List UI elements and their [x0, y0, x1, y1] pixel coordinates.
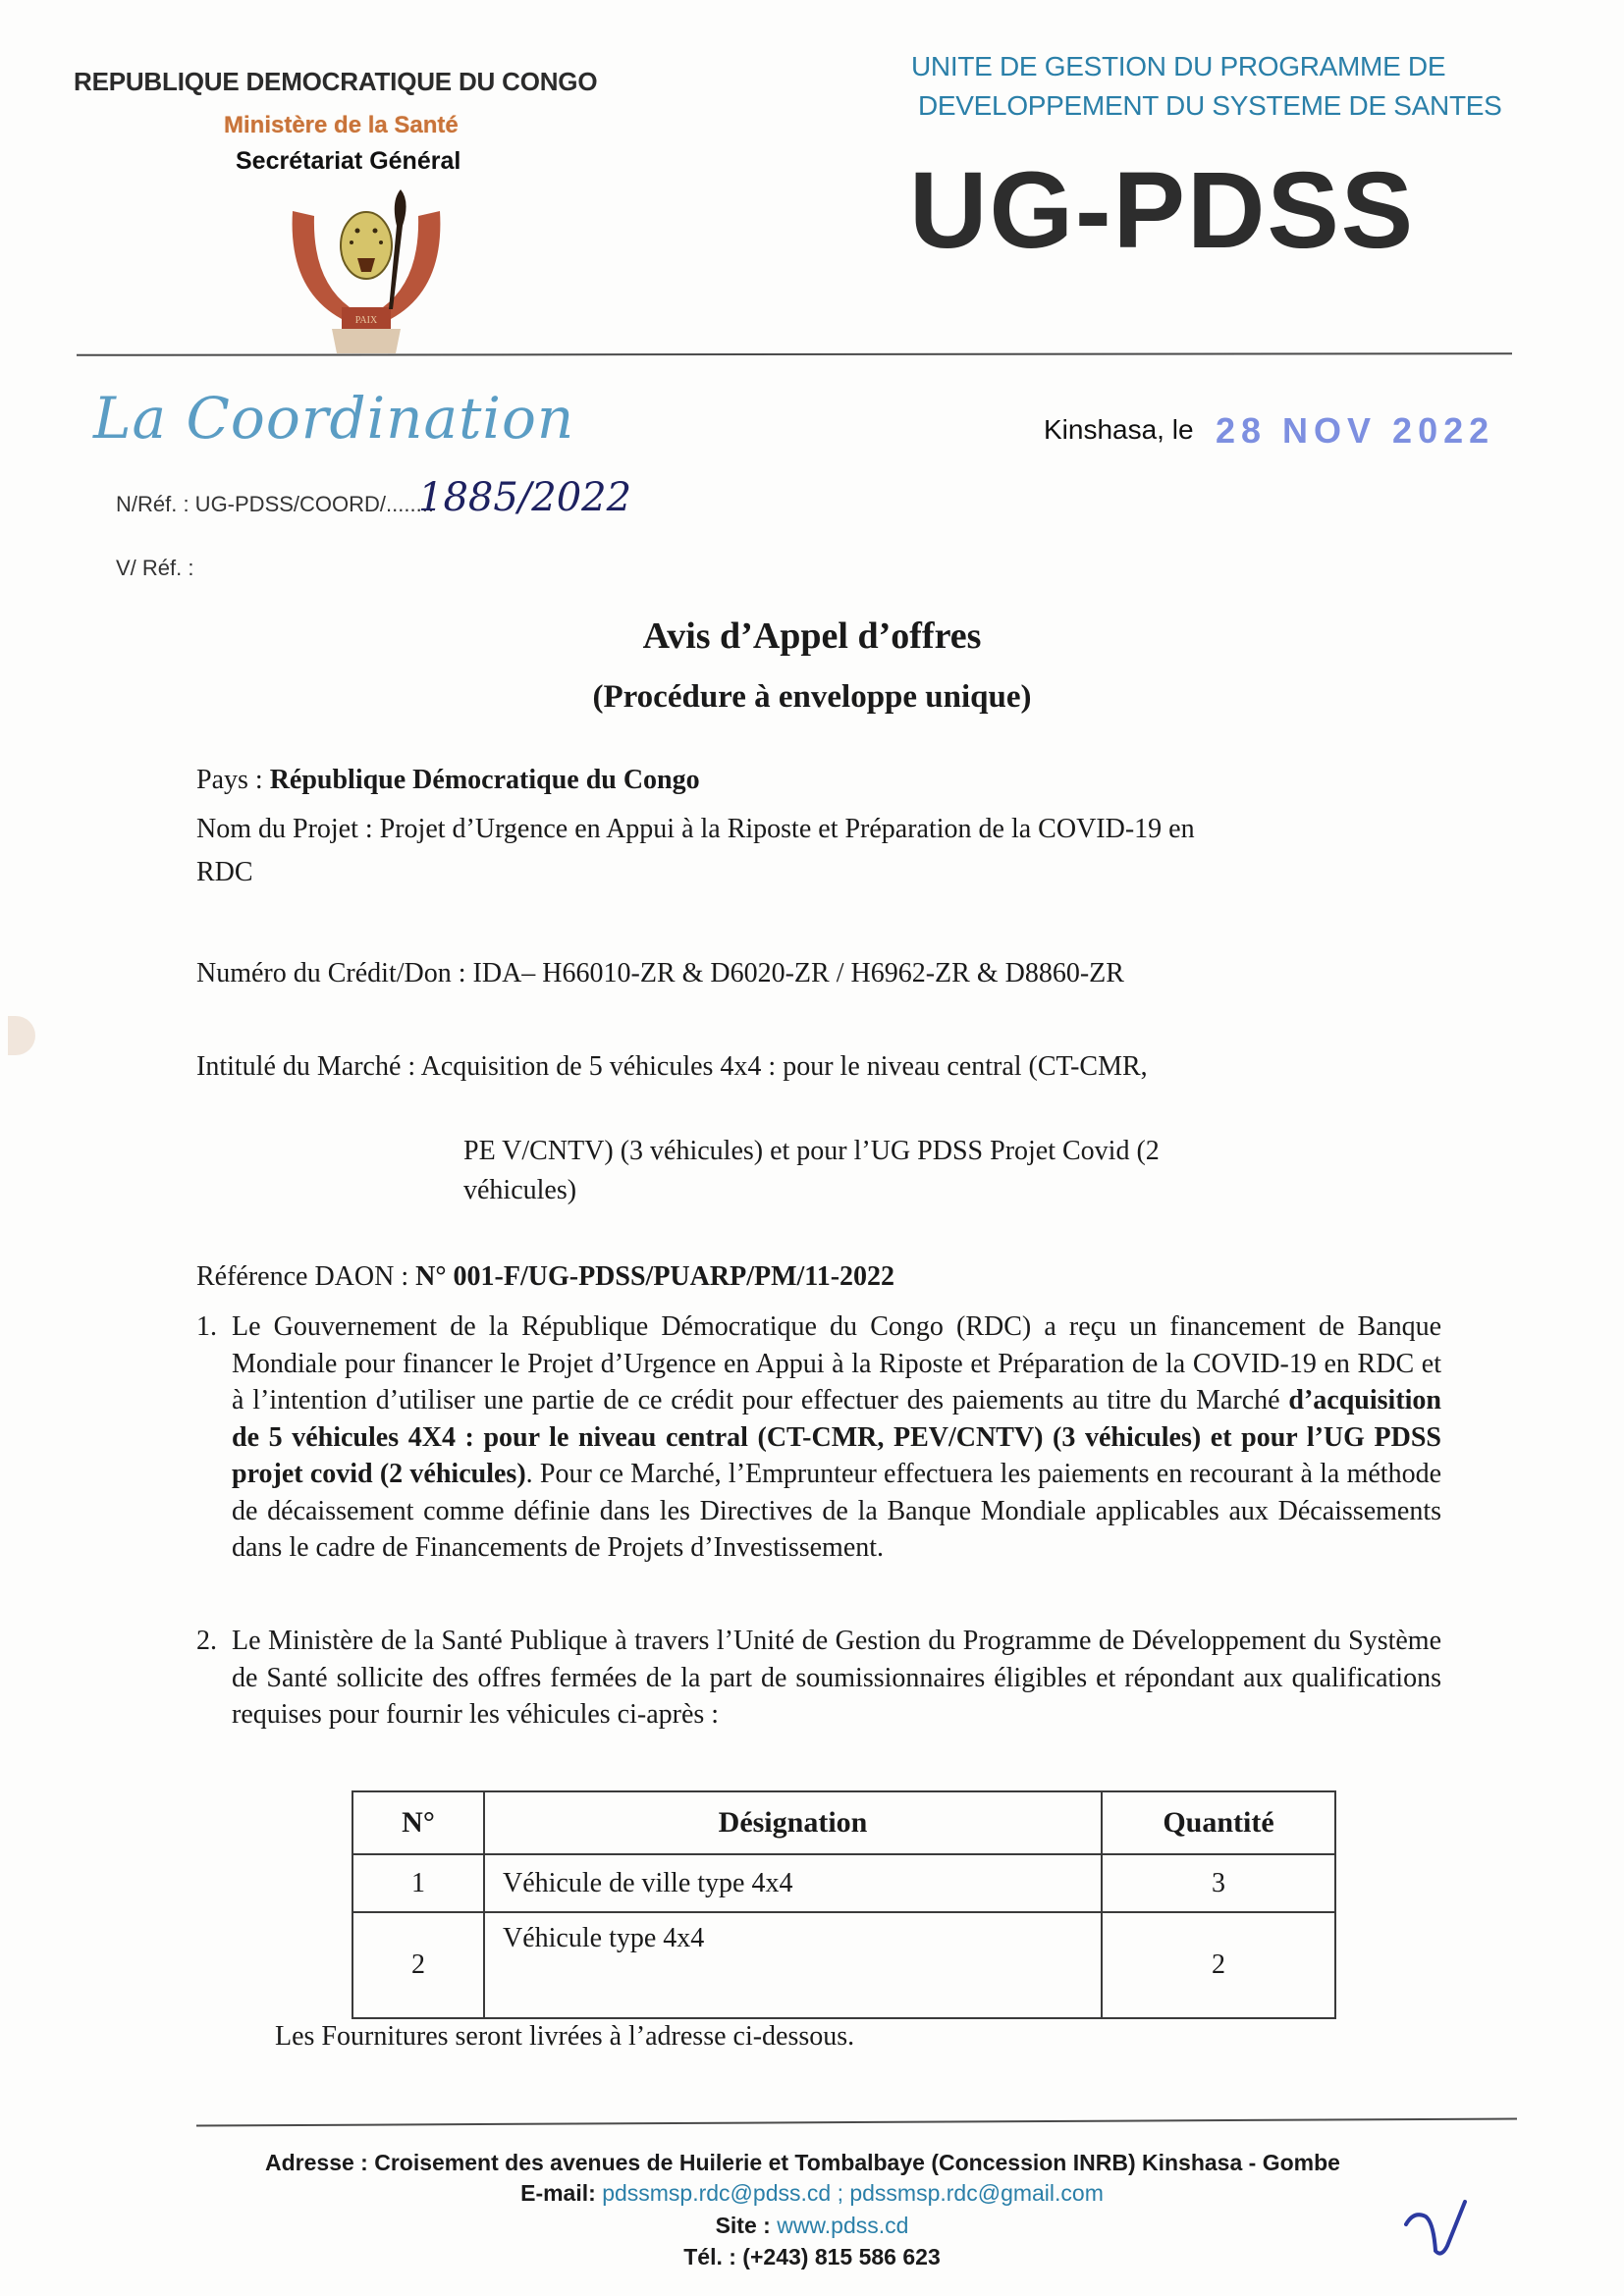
credit-number: Numéro du Crédit/Don : IDA– H66010-ZR & D6020-ZR / H6962-ZR & D8860-ZR	[196, 958, 1124, 988]
footer-phone: Tél. : (+243) 815 586 623	[683, 2244, 941, 2269]
footer-site	[0, 2213, 1624, 2239]
punch-hole-mark	[8, 1016, 35, 1055]
handwritten-initial-icon	[1404, 2197, 1483, 2275]
site-link[interactable]: www.pdss.cd	[777, 2213, 909, 2238]
cell-quantity: 2	[1102, 1912, 1335, 2018]
country-value: République Démocratique du Congo	[269, 765, 700, 795]
table-row	[352, 1854, 1335, 1912]
coordination-script: La Coordination	[93, 385, 575, 452]
cell-quantity: 3	[1102, 1854, 1335, 1912]
project-name-line1: Nom du Projet : Projet d’Urgence en Appui à la Riposte et Préparation de la COVID-19 en	[196, 814, 1195, 844]
column-header-number: N°	[352, 1791, 484, 1854]
your-reference-label: V/ Réf. :	[116, 556, 194, 580]
market-title-line2: PE V/CNTV) (3 véhicules) et pour l’UG PDSS Projet Covid (2	[463, 1136, 1160, 1166]
coat-of-arms-icon	[273, 182, 460, 353]
country-heading: REPUBLIQUE DEMOCRATIQUE DU CONGO	[74, 67, 598, 96]
country-field	[196, 762, 700, 798]
site-label: Site :	[715, 2213, 778, 2238]
column-header-quantity: Quantité	[1102, 1791, 1335, 1854]
date-stamp: 28 NOV 2022	[1216, 410, 1495, 451]
our-reference-handwritten: 1885/2022	[418, 475, 632, 520]
header-divider	[77, 352, 1512, 356]
cell-designation: Véhicule type 4x4	[484, 1912, 1102, 2018]
daon-label: Référence DAON :	[196, 1261, 416, 1292]
column-header-designation: Désignation	[484, 1791, 1102, 1854]
table-row	[352, 1912, 1335, 2018]
coat-motto: PAIX	[354, 315, 378, 326]
market-title-line1: Intitulé du Marché : Acquisition de 5 véhicules 4x4 : pour le niveau central (CT-CMR,	[196, 1051, 1148, 1082]
footer-email	[0, 2180, 1624, 2207]
paragraph-text: Le Gouvernement de la République Démocratique du Congo (RDC) a reçu un financement de Banque Mondiale pour financer le Projet d’Urgence en Appui à la Riposte et Préparation de la COVID-19 en RDC et à l’intention d’utiliser une partie de ce crédit pour effectuer des paiements au titre du Marché	[232, 1311, 1441, 1415]
vehicles-table	[352, 1790, 1336, 2019]
place-label: Kinshasa, le	[1044, 414, 1194, 445]
cell-designation: Véhicule de ville type 4x4	[484, 1854, 1102, 1912]
email-label: E-mail:	[520, 2180, 603, 2206]
market-title-line3: véhicules)	[463, 1175, 577, 1205]
table-header-row	[352, 1791, 1335, 1854]
notice-subtitle: (Procédure à enveloppe unique)	[592, 679, 1032, 715]
paragraph-text-end: . Pour ce Marché, l’Emprunteur effectuera les paiements en recourant à la méthode de décaissement comme définie dans les Directives de la Banque Mondiale applicables aux Décaissements dans le cadre de Financements de Projets d’Investissement.	[232, 1459, 1441, 1563]
paragraph-number: 2.	[196, 1626, 217, 1656]
cell-number: 1	[352, 1854, 484, 1912]
brand-logo: UG-PDSS	[909, 150, 1416, 271]
cell-number: 2	[352, 1912, 484, 2018]
unit-heading-line1: UNITE DE GESTION DU PROGRAMME DE	[911, 51, 1446, 81]
ministry-heading: Ministère de la Santé	[224, 112, 459, 138]
paragraph-number: 1.	[196, 1311, 217, 1342]
project-name-line2: RDC	[196, 857, 253, 887]
paragraph-bold-text: d’acquisition de 5 véhicules 4X4 : pour le niveau central (CT-CMR, PEV/CNTV) (3 véhicules) et pour l’UG PDSS projet covid (2 véhicules)	[232, 1385, 1441, 1489]
coat-banner-left	[293, 211, 350, 319]
our-reference-label: N/Réf. : UG-PDSS/COORD/........	[116, 492, 434, 516]
country-label: Pays :	[196, 765, 270, 795]
coat-base	[332, 329, 401, 353]
footer-divider	[196, 2117, 1517, 2126]
footer-address: Adresse : Croisement des avenues de Huilerie et Tombalbaye (Concession INRB) Kinshasa - Gombe	[265, 2150, 1340, 2175]
daon-value: N° 001-F/UG-PDSS/PUARP/PM/11-2022	[415, 1261, 895, 1292]
secretariat-heading: Secrétariat Général	[236, 147, 461, 175]
daon-reference	[196, 1258, 894, 1295]
paragraph-text: Le Ministère de la Santé Publique à travers l’Unité de Gestion du Programme de Développement du Système de Santé sollicite des offres fermées de la part de soumissionnaires éligibles et répondant aux qualifications requises pour fournir les véhicules ci-après :	[232, 1626, 1441, 1730]
numbered-paragraph	[196, 1308, 1441, 1567]
numbered-paragraph	[196, 1623, 1441, 1734]
email-link[interactable]: pdssmsp.rdc@pdss.cd ; pdssmsp.rdc@gmail.com	[602, 2180, 1104, 2206]
delivery-note: Les Fournitures seront livrées à l’adresse ci-dessous.	[275, 2021, 855, 2052]
notice-title: Avis d’Appel d’offres	[642, 615, 982, 657]
unit-heading-line2: DEVELOPPEMENT DU SYSTEME DE SANTES	[918, 90, 1502, 121]
